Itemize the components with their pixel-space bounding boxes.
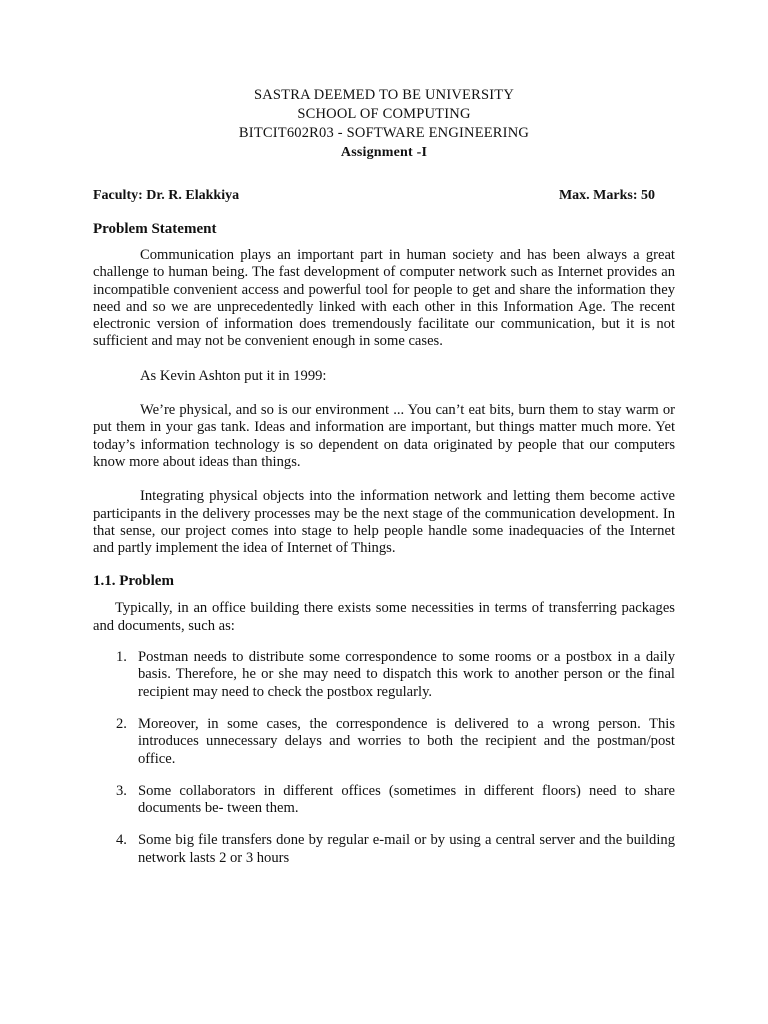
list-item bbox=[93, 783, 675, 818]
paragraph-communication: Communication plays an important part in human society and has been always a great challenge to human being. The fast development of computer network such as Internet provides an incompatible convenient access and powerful tool for people to get and share the information they need and so we are unprecedentedly linked with each other in this Information Age. The recent electronic version of information does tremendously facilitate our communication, but it is not sufficient and may not be convenient enough in some cases. bbox=[93, 247, 675, 350]
paragraph-integration: Integrating physical objects into the information network and letting them become active participants in the delivery processes may be the next stage of the communication development. In that sense, our project comes into stage to help people handle some inadequacies of the Internet and partly implement the idea of Internet of Things. bbox=[93, 488, 675, 557]
meta-row bbox=[93, 187, 675, 205]
list-item-number: 3. bbox=[116, 782, 127, 799]
list-item-number: 4. bbox=[116, 832, 127, 849]
assignment-title: Assignment -I bbox=[340, 145, 428, 160]
list-item-text: Some big file transfers done by regular e-mail or by using a central server and the building network lasts 2 or 3 hours bbox=[138, 832, 675, 866]
paragraph-quote: We’re physical, and so is our environment ... You can’t eat bits, burn them to stay warm or put them in your gas tank. Ideas and information are important, but things matter much more. Yet today’s information technology is so dependent on data originated by people that our computers know more about ideas than things. bbox=[93, 402, 675, 470]
course-title: BITCIT602R03 - SOFTWARE ENGINEERING bbox=[238, 125, 530, 141]
max-marks-label: Max. Marks: 50 bbox=[558, 188, 655, 203]
problem-statement-heading: Problem Statement bbox=[93, 221, 217, 237]
list-item-text: Postman needs to distribute some correspondence to some rooms or a postbox in a daily basis. Therefore, he or she may need to dispatch this work to another person or the final recipient may need to check the postbox regularly. bbox=[138, 649, 675, 700]
list-item bbox=[93, 716, 675, 768]
school-name: SCHOOL OF COMPUTING bbox=[297, 106, 471, 122]
list-item bbox=[93, 832, 675, 867]
document-header bbox=[93, 86, 675, 162]
document-page bbox=[93, 86, 675, 882]
problem-intro: Typically, in an office building there exists some necessities in terms of transferring packages and documents, such as: bbox=[93, 600, 675, 634]
list-item-number: 2. bbox=[116, 715, 127, 732]
faculty-label: Faculty: Dr. R. Elakkiya bbox=[93, 188, 240, 203]
problem-list bbox=[93, 649, 675, 867]
list-item-number: 1. bbox=[116, 649, 127, 666]
paragraph-kevin-ashton: As Kevin Ashton put it in 1999: bbox=[140, 367, 327, 384]
list-item-text: Some collaborators in different offices (sometimes in different floors) need to share documents be- tween them. bbox=[138, 782, 675, 817]
list-item bbox=[93, 649, 675, 701]
problem-heading: 1.1. Problem bbox=[93, 573, 174, 590]
list-item-text: Moreover, in some cases, the correspondence is delivered to a wrong person. This introduces unnecessary delays and worries to both the recipient and the postman/post office. bbox=[138, 715, 675, 767]
university-name: SASTRA DEEMED TO BE UNIVERSITY bbox=[253, 87, 515, 103]
